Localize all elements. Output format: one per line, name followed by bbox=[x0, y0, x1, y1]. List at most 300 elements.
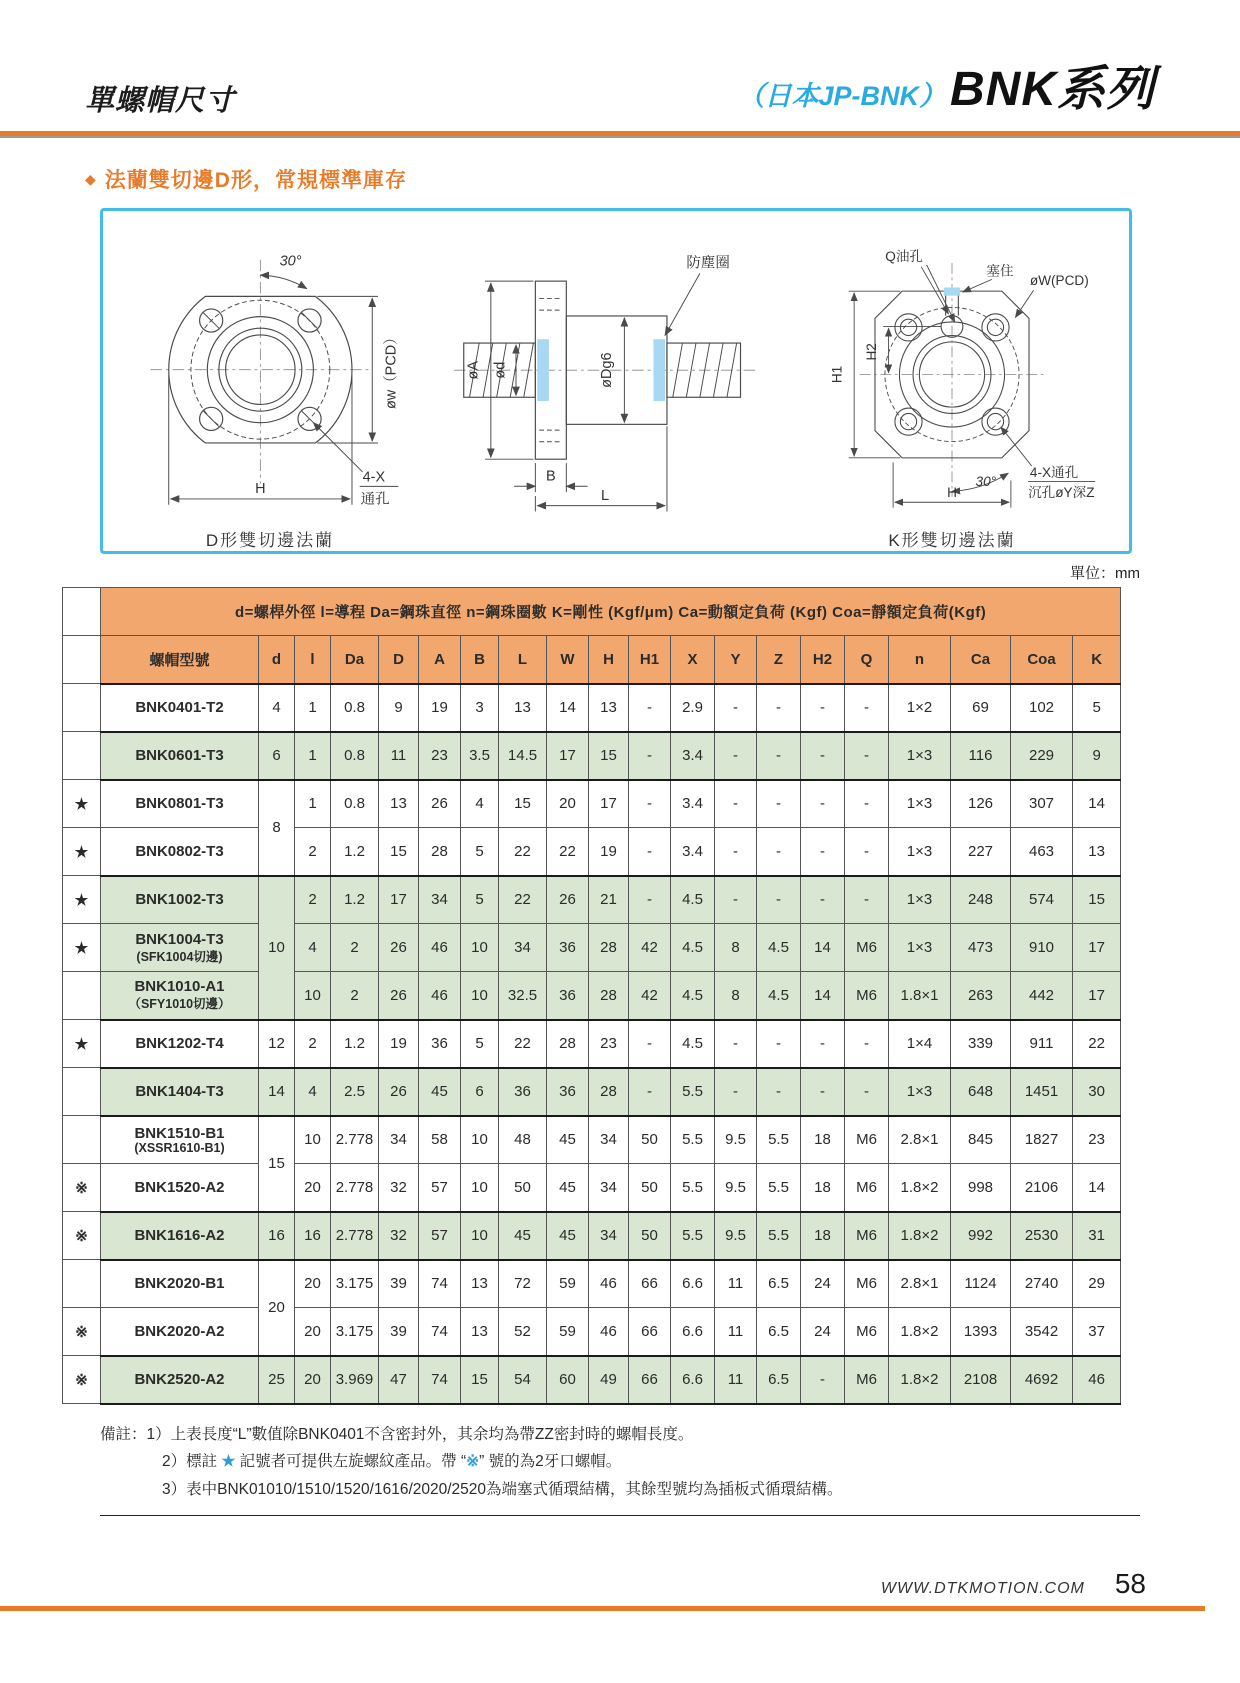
spec-cell: 1393 bbox=[951, 1308, 1011, 1356]
table-legend: d=螺桿外徑 l=導程 Da=鋼珠直徑 n=鋼珠圈數 K=剛性 (Kgf/μm) Ca=動額定負荷 (Kgf) Coa=靜額定負荷(Kgf) bbox=[101, 588, 1121, 636]
spec-cell: 46 bbox=[589, 1260, 629, 1308]
spec-cell: - bbox=[757, 684, 801, 732]
spec-cell: 14 bbox=[1073, 1164, 1121, 1212]
spec-cell: 1 bbox=[295, 732, 331, 780]
spec-cell: 1 bbox=[295, 684, 331, 732]
col-header-d: d bbox=[259, 636, 295, 684]
note-3-text: 3）表中BNK01010/1510/1520/1616/2020/2520為端塞式循環結構，其餘型號均為插板式循環結構。 bbox=[162, 1480, 843, 1498]
note-2-part2: 記號者可提供左旋螺紋產品。帶 “ bbox=[235, 1453, 467, 1471]
model-name: BNK2520-A2 bbox=[134, 1371, 225, 1388]
header-rule bbox=[0, 131, 1240, 138]
spec-cell: 28 bbox=[589, 924, 629, 972]
odg6-dim-label: øDg6 bbox=[598, 352, 615, 388]
spec-cell: 4.5 bbox=[671, 972, 715, 1020]
spec-cell: 2 bbox=[295, 876, 331, 924]
spec-cell: 9.5 bbox=[715, 1164, 757, 1212]
spec-cell: 5 bbox=[1073, 684, 1121, 732]
spec-cell: 15 bbox=[499, 780, 547, 828]
table-row bbox=[63, 828, 1121, 876]
model-name-cell bbox=[101, 876, 259, 924]
col-header-H1: H1 bbox=[629, 636, 671, 684]
oil-hole-label: Q油孔 bbox=[885, 249, 924, 265]
k-holes-label-1: 4-X通孔 bbox=[1029, 464, 1079, 480]
spec-cell: - bbox=[801, 732, 845, 780]
spec-table bbox=[62, 587, 1121, 1405]
model-name: BNK1520-A2 bbox=[134, 1178, 225, 1196]
model-name: BNK1202-T4 bbox=[135, 1035, 224, 1052]
spec-cell: 5.5 bbox=[671, 1212, 715, 1260]
spec-cell: 34 bbox=[589, 1116, 629, 1164]
spec-cell: 21 bbox=[589, 876, 629, 924]
spec-cell: 36 bbox=[547, 1068, 589, 1116]
spec-cell: 2108 bbox=[951, 1356, 1011, 1404]
spec-cell: 54 bbox=[499, 1356, 547, 1404]
spec-cell: 998 bbox=[951, 1164, 1011, 1212]
spec-cell: 10 bbox=[461, 972, 499, 1020]
spec-cell: 2530 bbox=[1011, 1212, 1073, 1260]
d-value-cell: 10 bbox=[259, 876, 295, 1020]
spec-cell: 37 bbox=[1073, 1308, 1121, 1356]
seal-right bbox=[653, 339, 665, 401]
model-name: BNK0401-T2 bbox=[135, 699, 224, 716]
column-header-row bbox=[63, 636, 1121, 684]
spec-cell: 11 bbox=[715, 1356, 757, 1404]
spec-cell: 15 bbox=[379, 828, 419, 876]
spec-cell: 59 bbox=[547, 1308, 589, 1356]
col-header-n: n bbox=[889, 636, 951, 684]
spec-cell: 45 bbox=[419, 1068, 461, 1116]
spec-cell: 463 bbox=[1011, 828, 1073, 876]
spec-cell: 48 bbox=[499, 1116, 547, 1164]
spec-cell: 46 bbox=[1073, 1356, 1121, 1404]
spec-cell: - bbox=[715, 1068, 757, 1116]
spec-cell: 11 bbox=[379, 732, 419, 780]
footer-bar bbox=[0, 1606, 1205, 1611]
spec-cell: 17 bbox=[547, 732, 589, 780]
d-flange-diagram bbox=[125, 225, 415, 551]
spec-cell: 5.5 bbox=[671, 1068, 715, 1116]
spec-cell: 74 bbox=[419, 1260, 461, 1308]
table-row bbox=[63, 876, 1121, 924]
spec-cell: 22 bbox=[547, 828, 589, 876]
spec-cell: 45 bbox=[547, 1116, 589, 1164]
spec-cell: 339 bbox=[951, 1020, 1011, 1068]
col-header-Y: Y bbox=[715, 636, 757, 684]
ref-marker: ※ bbox=[63, 1212, 101, 1260]
spec-cell: 14 bbox=[801, 972, 845, 1020]
pcd-dim-label: øw（PCD） bbox=[383, 330, 400, 410]
dust-seal-label: 防塵圈 bbox=[686, 255, 730, 272]
spec-cell: 2 bbox=[331, 972, 379, 1020]
star-marker: ★ bbox=[63, 1020, 101, 1068]
spec-cell: 3 bbox=[461, 684, 499, 732]
spec-cell: 57 bbox=[419, 1164, 461, 1212]
table-row bbox=[63, 1212, 1121, 1260]
spec-cell: 46 bbox=[419, 972, 461, 1020]
spec-cell: 4 bbox=[461, 780, 499, 828]
d-value-cell: 25 bbox=[259, 1356, 295, 1404]
spec-cell: 58 bbox=[419, 1116, 461, 1164]
spec-cell: 102 bbox=[1011, 684, 1073, 732]
spec-cell: 1×4 bbox=[889, 1020, 951, 1068]
col-header-Q: Q bbox=[845, 636, 889, 684]
spec-cell: 3.175 bbox=[331, 1308, 379, 1356]
d-value-cell: 4 bbox=[259, 684, 295, 732]
k-flange-caption: K形雙切邊法蘭 bbox=[888, 531, 1016, 550]
spec-cell: - bbox=[801, 780, 845, 828]
spec-cell: - bbox=[845, 876, 889, 924]
spec-cell: 47 bbox=[379, 1356, 419, 1404]
spec-cell: 14.5 bbox=[499, 732, 547, 780]
spec-cell: 13 bbox=[461, 1308, 499, 1356]
spec-cell: 1×3 bbox=[889, 924, 951, 972]
spec-cell: 13 bbox=[1073, 828, 1121, 876]
spec-cell: 8 bbox=[715, 924, 757, 972]
star-marker: ★ bbox=[63, 876, 101, 924]
spec-cell: 1124 bbox=[951, 1260, 1011, 1308]
spec-cell: 28 bbox=[589, 1068, 629, 1116]
spec-cell: - bbox=[629, 684, 671, 732]
col-header-Ca: Ca bbox=[951, 636, 1011, 684]
star-marker: ★ bbox=[63, 924, 101, 972]
spec-cell: 13 bbox=[589, 684, 629, 732]
model-name: BNK1002-T3 bbox=[135, 891, 224, 909]
spec-cell: 14 bbox=[801, 924, 845, 972]
model-name: BNK0801-T3 bbox=[135, 795, 224, 813]
page-footer bbox=[100, 1568, 1146, 1600]
spec-cell: 36 bbox=[547, 972, 589, 1020]
spec-cell: 66 bbox=[629, 1260, 671, 1308]
spec-cell: 5.5 bbox=[671, 1116, 715, 1164]
spec-cell: 23 bbox=[1073, 1116, 1121, 1164]
model-name-cell bbox=[101, 684, 259, 732]
spec-cell: 4 bbox=[295, 924, 331, 972]
col-header-model: 螺帽型號 bbox=[101, 636, 259, 684]
holes-label-1: 4-X bbox=[362, 469, 386, 486]
d-value-cell: 14 bbox=[259, 1068, 295, 1116]
spec-cell: 6.6 bbox=[671, 1356, 715, 1404]
oa-dim-label: øA bbox=[465, 360, 482, 380]
spec-cell: 66 bbox=[629, 1308, 671, 1356]
spec-cell: M6 bbox=[845, 972, 889, 1020]
section-subtitle-text: 法蘭雙切邊D形，常規標準庫存 bbox=[104, 169, 407, 192]
spec-cell: 20 bbox=[295, 1260, 331, 1308]
model-name-cell bbox=[101, 1068, 259, 1116]
spec-cell: 263 bbox=[951, 972, 1011, 1020]
ref-marker: ※ bbox=[63, 1356, 101, 1404]
spec-cell: - bbox=[629, 876, 671, 924]
spec-cell: 20 bbox=[547, 780, 589, 828]
spec-cell: - bbox=[845, 732, 889, 780]
spec-cell: - bbox=[757, 876, 801, 924]
spec-cell: 26 bbox=[547, 876, 589, 924]
notes-prefix: 備註： bbox=[100, 1425, 147, 1443]
spec-cell: 9 bbox=[379, 684, 419, 732]
spec-cell: 10 bbox=[461, 1116, 499, 1164]
spec-cell: 5.5 bbox=[671, 1164, 715, 1212]
spec-cell: 5.5 bbox=[757, 1164, 801, 1212]
spec-cell: 50 bbox=[499, 1164, 547, 1212]
spec-cell: 126 bbox=[951, 780, 1011, 828]
spec-cell: M6 bbox=[845, 1260, 889, 1308]
spec-cell: 1×3 bbox=[889, 876, 951, 924]
angle-label-k: 30° bbox=[975, 473, 997, 489]
spec-cell: 1×3 bbox=[889, 828, 951, 876]
model-name-cell bbox=[101, 972, 259, 1020]
table-row bbox=[63, 1020, 1121, 1068]
ref-symbol: ※ bbox=[466, 1453, 480, 1471]
note-1-text: 1）上表長度“L”數值除BNK0401不含密封外，其余均為帶ZZ密封時的螺帽長度。 bbox=[146, 1425, 694, 1443]
spec-cell: - bbox=[801, 1068, 845, 1116]
spec-cell: - bbox=[715, 876, 757, 924]
spec-cell: M6 bbox=[845, 1116, 889, 1164]
spec-cell: 32.5 bbox=[499, 972, 547, 1020]
spec-cell: 6 bbox=[461, 1068, 499, 1116]
notes-divider bbox=[100, 1515, 1140, 1516]
marker-empty bbox=[63, 588, 101, 636]
note-2-part3: ” 號的為2牙口螺帽。 bbox=[479, 1453, 622, 1471]
spec-cell: 49 bbox=[589, 1356, 629, 1404]
spec-cell: 1×3 bbox=[889, 780, 951, 828]
spec-cell: 2 bbox=[295, 828, 331, 876]
side-view-drawing bbox=[446, 225, 766, 525]
spec-cell: - bbox=[715, 732, 757, 780]
spec-cell: 2 bbox=[331, 924, 379, 972]
model-name: BNK1510-B1 bbox=[134, 1124, 225, 1142]
spec-cell: 2.8×1 bbox=[889, 1260, 951, 1308]
h2-dim-label: H2 bbox=[863, 343, 879, 361]
plug bbox=[944, 288, 960, 296]
spec-cell: 34 bbox=[589, 1164, 629, 1212]
spec-cell: 9.5 bbox=[715, 1212, 757, 1260]
spec-cell: 15 bbox=[461, 1356, 499, 1404]
spec-cell: 29 bbox=[1073, 1260, 1121, 1308]
spec-cell: - bbox=[629, 1020, 671, 1068]
marker-empty bbox=[63, 732, 101, 780]
spec-cell: 2.778 bbox=[331, 1116, 379, 1164]
spec-cell: 42 bbox=[629, 924, 671, 972]
spec-cell: - bbox=[757, 780, 801, 828]
spec-cell: - bbox=[629, 780, 671, 828]
col-header-Coa: Coa bbox=[1011, 636, 1073, 684]
model-name-cell bbox=[101, 1020, 259, 1068]
model-name: BNK1616-A2 bbox=[134, 1227, 225, 1244]
note-line-2 bbox=[100, 1448, 1140, 1476]
spec-cell: 307 bbox=[1011, 780, 1073, 828]
spec-cell: 26 bbox=[419, 780, 461, 828]
spec-cell: 10 bbox=[461, 924, 499, 972]
spec-cell: 20 bbox=[295, 1308, 331, 1356]
spec-cell: - bbox=[715, 1020, 757, 1068]
spec-cell: 34 bbox=[589, 1212, 629, 1260]
spec-cell: M6 bbox=[845, 1212, 889, 1260]
model-name-cell bbox=[101, 924, 259, 972]
d-value-cell: 6 bbox=[259, 732, 295, 780]
spec-cell: 442 bbox=[1011, 972, 1073, 1020]
spec-cell: 20 bbox=[295, 1164, 331, 1212]
spec-cell: 14 bbox=[547, 684, 589, 732]
table-row bbox=[63, 1260, 1121, 1308]
table-row bbox=[63, 1068, 1121, 1116]
spec-cell: 3.4 bbox=[671, 828, 715, 876]
spec-cell: 2.8×1 bbox=[889, 1116, 951, 1164]
spec-cell: 22 bbox=[1073, 1020, 1121, 1068]
spec-cell: 5.5 bbox=[757, 1212, 801, 1260]
spec-cell: - bbox=[757, 1020, 801, 1068]
spec-cell: 46 bbox=[589, 1308, 629, 1356]
model-name: BNK1004-T3 bbox=[135, 930, 224, 948]
spec-cell: 1 bbox=[295, 780, 331, 828]
spec-cell: 15 bbox=[1073, 876, 1121, 924]
spec-cell: 18 bbox=[801, 1116, 845, 1164]
series-title bbox=[737, 50, 1155, 119]
spec-cell: 574 bbox=[1011, 876, 1073, 924]
spec-cell: 19 bbox=[419, 684, 461, 732]
spec-cell: 6.5 bbox=[757, 1260, 801, 1308]
series-title-main: BNK系列 bbox=[950, 63, 1155, 116]
unit-label: 單位：mm bbox=[1070, 565, 1140, 582]
spec-cell: 34 bbox=[379, 1116, 419, 1164]
d-value-cell: 15 bbox=[259, 1116, 295, 1212]
spec-cell: 22 bbox=[499, 828, 547, 876]
model-name: BNK0601-T3 bbox=[135, 747, 224, 764]
model-name: BNK1010-A1 bbox=[134, 978, 225, 996]
spec-cell: 6.6 bbox=[671, 1308, 715, 1356]
spec-cell: - bbox=[757, 732, 801, 780]
spec-cell: 4.5 bbox=[757, 924, 801, 972]
spec-cell: 3.175 bbox=[331, 1260, 379, 1308]
spec-cell: 39 bbox=[379, 1308, 419, 1356]
spec-cell: 473 bbox=[951, 924, 1011, 972]
spec-cell: 28 bbox=[589, 972, 629, 1020]
model-name-cell bbox=[101, 1356, 259, 1404]
table-row bbox=[63, 684, 1121, 732]
spec-cell: 45 bbox=[547, 1164, 589, 1212]
spec-cell: 42 bbox=[629, 972, 671, 1020]
spec-cell: 24 bbox=[801, 1260, 845, 1308]
spec-cell: M6 bbox=[845, 924, 889, 972]
spec-cell: 60 bbox=[547, 1356, 589, 1404]
spec-cell: 1.2 bbox=[331, 828, 379, 876]
note-2-part1: 2）標註 bbox=[162, 1453, 222, 1471]
spec-cell: 32 bbox=[379, 1164, 419, 1212]
col-header-K: K bbox=[1073, 636, 1121, 684]
spec-cell: 1×3 bbox=[889, 1068, 951, 1116]
model-subname: （SFY1010切邊） bbox=[128, 997, 231, 1012]
spec-cell: 0.8 bbox=[331, 684, 379, 732]
spec-cell: 50 bbox=[629, 1164, 671, 1212]
model-name-cell bbox=[101, 732, 259, 780]
spec-cell: 11 bbox=[715, 1260, 757, 1308]
page-number: 58 bbox=[1114, 1568, 1146, 1600]
model-subname: (SFK1004切邊) bbox=[136, 949, 223, 964]
spec-cell: 19 bbox=[589, 828, 629, 876]
note-line-1 bbox=[100, 1421, 1140, 1449]
b-dim-label: B bbox=[546, 468, 556, 485]
col-header-L: L bbox=[499, 636, 547, 684]
diamond-bullet-icon: ◆ bbox=[85, 170, 96, 187]
spec-cell: 17 bbox=[1073, 924, 1121, 972]
spec-cell: - bbox=[715, 684, 757, 732]
spec-cell: 5 bbox=[461, 876, 499, 924]
spec-cell: 1.8×2 bbox=[889, 1164, 951, 1212]
spec-cell: 2.778 bbox=[331, 1212, 379, 1260]
col-header-H2: H2 bbox=[801, 636, 845, 684]
dimension-diagram-box bbox=[100, 208, 1132, 554]
spec-cell: 227 bbox=[951, 828, 1011, 876]
col-header-H: H bbox=[589, 636, 629, 684]
spec-cell: 74 bbox=[419, 1356, 461, 1404]
spec-cell: 17 bbox=[1073, 972, 1121, 1020]
model-name-cell bbox=[101, 780, 259, 828]
spec-cell: 45 bbox=[547, 1212, 589, 1260]
od-dim-label: ød bbox=[492, 361, 509, 379]
spec-cell: 17 bbox=[589, 780, 629, 828]
spec-cell: 1451 bbox=[1011, 1068, 1073, 1116]
table-row bbox=[63, 1356, 1121, 1404]
col-header-B: B bbox=[461, 636, 499, 684]
ref-marker: ※ bbox=[63, 1308, 101, 1356]
k-holes-label-2: 沉孔øY深Z bbox=[1028, 484, 1095, 500]
spec-cell: 3.5 bbox=[461, 732, 499, 780]
table-row bbox=[63, 924, 1121, 972]
spec-cell: 22 bbox=[499, 876, 547, 924]
model-name-cell bbox=[101, 1212, 259, 1260]
table-row bbox=[63, 780, 1121, 828]
spec-cell: 31 bbox=[1073, 1212, 1121, 1260]
spec-cell: - bbox=[629, 732, 671, 780]
spec-cell: 1.2 bbox=[331, 1020, 379, 1068]
d-value-cell: 20 bbox=[259, 1260, 295, 1356]
table-row bbox=[63, 732, 1121, 780]
spec-cell: - bbox=[845, 828, 889, 876]
spec-cell: 5 bbox=[461, 828, 499, 876]
spec-cell: 845 bbox=[951, 1116, 1011, 1164]
spec-cell: 50 bbox=[629, 1212, 671, 1260]
spec-cell: 2106 bbox=[1011, 1164, 1073, 1212]
spec-cell: - bbox=[801, 876, 845, 924]
model-name-cell bbox=[101, 1308, 259, 1356]
model-name-cell bbox=[101, 1164, 259, 1212]
spec-cell: M6 bbox=[845, 1164, 889, 1212]
spec-cell: 69 bbox=[951, 684, 1011, 732]
spec-cell: 4.5 bbox=[671, 1020, 715, 1068]
spec-cell: 992 bbox=[951, 1212, 1011, 1260]
spec-cell: 10 bbox=[295, 972, 331, 1020]
spec-cell: 36 bbox=[419, 1020, 461, 1068]
col-header-l: l bbox=[295, 636, 331, 684]
holes-label-2: 通孔 bbox=[360, 491, 390, 508]
spec-cell: - bbox=[757, 828, 801, 876]
model-name: BNK2020-B1 bbox=[134, 1275, 225, 1293]
spec-cell: 1×3 bbox=[889, 732, 951, 780]
spec-cell: 34 bbox=[419, 876, 461, 924]
spec-cell: 1.8×2 bbox=[889, 1308, 951, 1356]
table-row bbox=[63, 972, 1121, 1020]
page-header bbox=[0, 0, 1240, 119]
spec-cell: 9.5 bbox=[715, 1116, 757, 1164]
spec-cell: 4.5 bbox=[671, 924, 715, 972]
model-name-cell bbox=[101, 1116, 259, 1164]
spec-cell: 8 bbox=[715, 972, 757, 1020]
col-header-D: D bbox=[379, 636, 419, 684]
spec-cell: 16 bbox=[295, 1212, 331, 1260]
h-dim-label: H bbox=[255, 481, 266, 498]
star-marker: ★ bbox=[63, 780, 101, 828]
spec-cell: 4.5 bbox=[757, 972, 801, 1020]
spec-cell: 26 bbox=[379, 972, 419, 1020]
side-view-diagram bbox=[446, 225, 766, 551]
